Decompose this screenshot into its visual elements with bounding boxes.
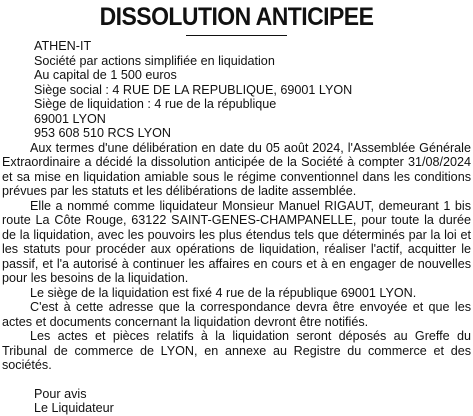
company-name: ATHEN-IT [34, 39, 92, 53]
paragraph-liquidator: Elle a nommé comme liquidateur Monsieur Manuel RIGAUT, demeurant 1 bis route La Côte Rouge, 63122 SAINT-GENES-CHAMPANELLE, pour toute la durée de la liquidation, avec les pouvoirs les plus étendus tels que déterminés par la loi et les statuts pour procéder aux opérations de liquidation, réaliser l'actif, acquitter le passif, et l'a autorisé à continuer les affaires en cours et à en engager de nouvelles pour les besoins de la liquidation. [2, 198, 471, 285]
paragraph-filing: Les actes et pièces relatifs à la liquidation seront déposés au Greffe du Tribunal de commerce de LYON, en annexe au Registre du commerce et des sociétés. [2, 329, 471, 372]
signature-pour-avis: Pour avis [34, 386, 87, 401]
company-capital: Au capital de 1 500 euros [34, 68, 177, 82]
company-form: Société par actions simplifiée en liquidation [34, 53, 275, 68]
liquidation-office: Siège de liquidation : 4 rue de la république [34, 97, 277, 111]
rcs-number: 953 608 510 RCS LYON [34, 126, 171, 140]
liquidation-office-city: 69001 LYON [34, 111, 106, 126]
registered-office: Siège social : 4 RUE DE LA REPUBLIQUE, 69001 LYON [34, 82, 353, 97]
notice-title: DISSOLUTION ANTICIPEE [99, 3, 374, 31]
signature-liquidator: Le Liquidateur [34, 401, 114, 415]
signature-spacer [2, 373, 471, 387]
title-underline [186, 35, 287, 36]
notice-body [2, 39, 471, 416]
paragraph-dissolution: Aux termes d'une délibération en date du 05 août 2024, l'Assemblée Générale Extraordinaire a décidé la dissolution anticipée de la Société à compter 31/08/2024 et sa mise en liquidation amiable sous le régime conventionnel dans les conditions prévues par les statuts et les délibérations de ladite assemblée. [2, 140, 471, 198]
paragraph-correspondence: C'est à cette adresse que la correspondance devra être envoyée et que les actes et documents concernant la liquidation devront être notifiés. [2, 300, 471, 329]
paragraph-seat: Le siège de la liquidation est fixé 4 rue de la république 69001 LYON. [30, 285, 417, 300]
